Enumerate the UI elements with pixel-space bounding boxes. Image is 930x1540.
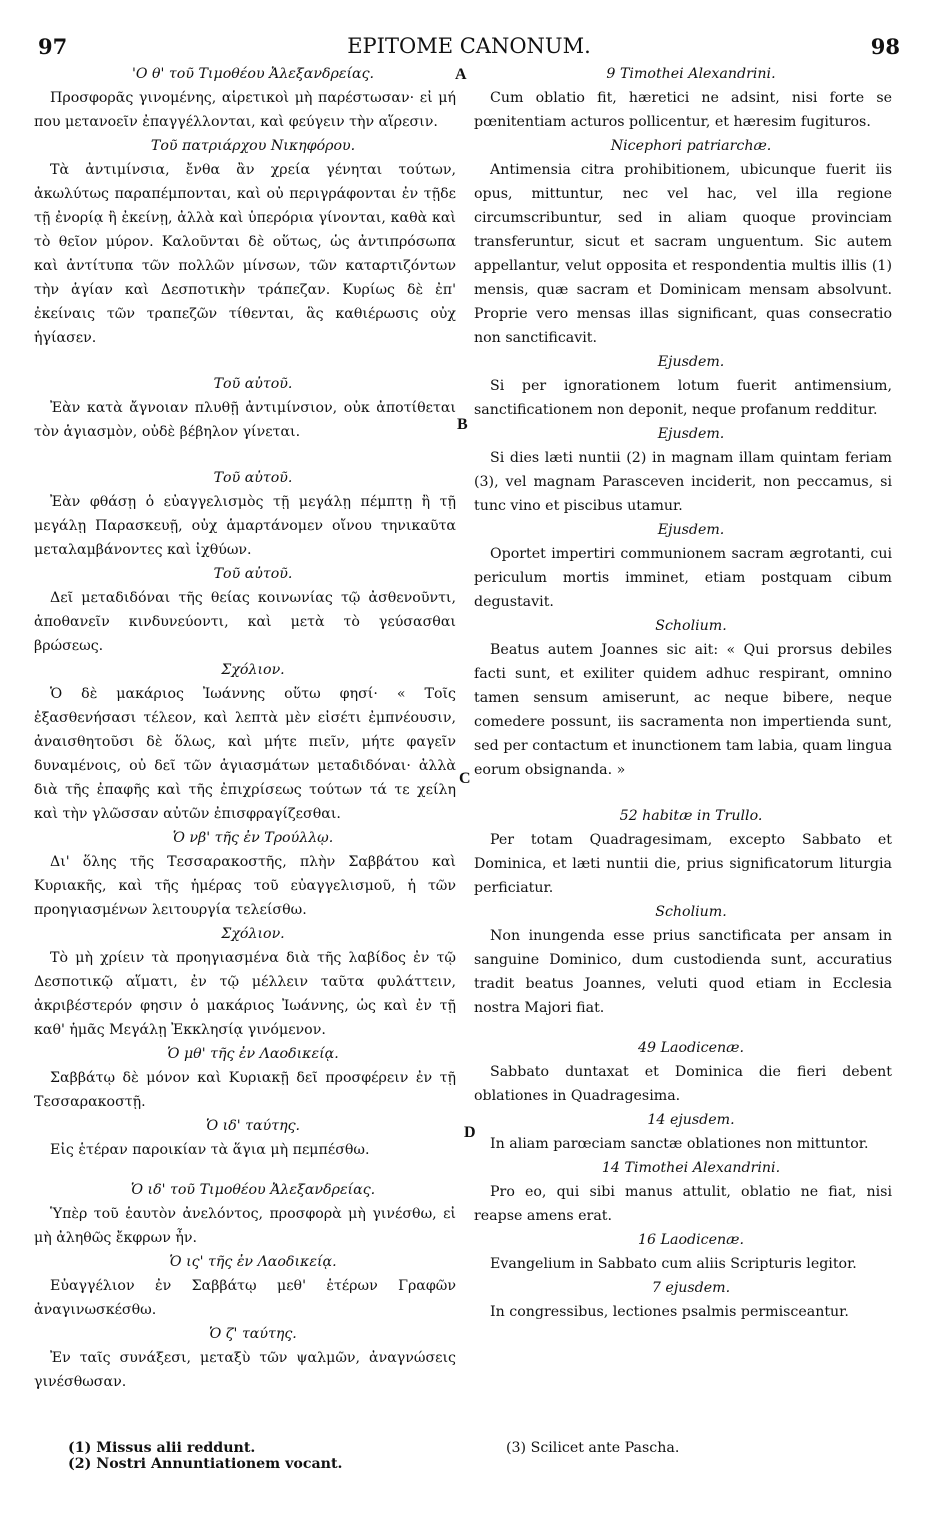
- section-heading: 14 ejusdem.: [647, 1112, 735, 1128]
- paragraph: Ἐὰν φθάσῃ ὁ εὐαγγελισμὸς τῇ μεγάλῃ πέμπτῃ ἢ τῇ μεγάλῃ Παρασκευῇ, οὐχ ἁμαρτάνομεν οἴνου τηνικαῦτα μεταλαμβάνοντες καὶ ἰχθύων.: [34, 494, 456, 558]
- margin-letter-d: D: [464, 1124, 476, 1141]
- section-heading: Ejusdem.: [657, 522, 725, 538]
- paragraph: Δεῖ μεταδιδόναι τῆς θείας κοινωνίας τῷ ἀσθενοῦντι, ἀποθανεῖν κινδυνεύοντι, καὶ μετὰ τὸ γεύσασθαι βρώσεως.: [34, 590, 456, 654]
- section-heading: Ejusdem.: [657, 426, 725, 442]
- running-header: [38, 34, 900, 60]
- paragraph: Δι' ὅλης τῆς Τεσσαρακοστῆς, πλὴν Σαββάτου καὶ Κυριακῆς, καὶ τῆς ἡμέρας τοῦ εὐαγγελισμοῦ, ἡ τῶν προηγιασμένων λειτουργία τελείσθω.: [34, 854, 456, 918]
- footnotes-right: [506, 1440, 679, 1456]
- section-heading: Ὁ μθ' τῆς ἐν Λαοδικείᾳ.: [167, 1046, 339, 1062]
- section-heading: Τοῦ αὐτοῦ.: [213, 376, 293, 392]
- section-heading: Ὁ ιδ' ταύτης.: [205, 1118, 301, 1134]
- paragraph: In congressibus, lectiones psalmis permisceantur.: [490, 1304, 849, 1320]
- paragraph: Antimensia citra prohibitionem, ubicunque fuerit iis opus, mittuntur, nec vel hac, vel illa regione circumscribuntur, sed in aliam quoque provinciam transferuntur, sicut et sacram unguentum. Sic autem appellantur, velut opposita et respondentia multis illis (1) mensis, quæ sacram et Dominicam mensam absolvunt. Proprie vero mensas illas significant, quas consecratio non sanctificavit.: [474, 162, 892, 346]
- section-heading: Nicephori patriarchæ.: [610, 138, 772, 154]
- paragraph: Εἰς ἑτέραν παροικίαν τὰ ἅγια μὴ πεμπέσθω.: [50, 1142, 370, 1158]
- paragraph: Ἐν ταῖς συνάξεσι, μεταξὺ τῶν ψαλμῶν, ἀναγνώσεις γινέσθωσαν.: [34, 1350, 456, 1390]
- page-number-right: 98: [870, 34, 900, 59]
- section-heading: 49 Laodicenæ.: [638, 1040, 744, 1056]
- margin-letter-c: C: [459, 770, 471, 787]
- paragraph: In aliam parœciam sanctæ oblationes non mittuntor.: [490, 1136, 869, 1152]
- paragraph: Ὑπὲρ τοῦ ἑαυτὸν ἀνελόντος, προσφορὰ μὴ γινέσθω, εἰ μὴ ἀληθῶς ἔκφρων ἦν.: [34, 1206, 456, 1246]
- latin-column: [474, 62, 892, 1324]
- paragraph: Pro eo, qui sibi manus attulit, oblatio ne fiat, nisi reapse amens erat.: [474, 1184, 892, 1224]
- section-heading: Ὁ ις' τῆς ἐν Λαοδικείᾳ.: [169, 1254, 337, 1270]
- section-heading: Τοῦ πατριάρχου Νικηφόρου.: [150, 138, 356, 154]
- paragraph: Εὐαγγέλιον ἐν Σαββάτῳ μεθ' ἑτέρων Γραφῶν ἀναγινωσκέσθω.: [34, 1278, 456, 1318]
- paragraph: Ὁ δὲ μακάριος Ἰωάννης οὕτω φησί· « Τοῖς ἐξασθενήσασι τέλεον, καὶ λεπτὰ μὲν εἰσέτι ἐμπνέουσιν, ἀναισθητοῦσι δὲ ὅλως, καὶ μήτε πιεῖν, μήτε φαγεῖν δυναμένοις, οὐ δεῖ τῶν ἁγιασμάτων μεταδιδόναι· ἀλλὰ διὰ τῆς ἐπαφῆς καὶ τῆς ἐπιχρίσεως τούτων τά τε χείλη καὶ τὴν γλῶσσαν αὐτῶν ἐπισφραγίζεσθαι.: [34, 686, 456, 822]
- paragraph: Non inungenda esse prius sanctificata per ansam in sanguine Dominico, dum custodienda sunt, accuratius tradit beatus Joannes, veluti quod etiam in Ecclesia nostra Majori fiat.: [474, 928, 892, 1016]
- footnotes-left: [68, 1440, 342, 1472]
- paragraph: Si dies læti nuntii (2) in magnam illam quintam feriam (3), vel magnam Parasceven inciderit, non peccamus, si tunc vino et piscibus utamur.: [474, 450, 892, 514]
- paragraph: Sabbato duntaxat et Dominica die fieri debent oblationes in Quadragesima.: [474, 1064, 892, 1104]
- section-heading: Ὁ νβ' τῆς ἐν Τρούλλῳ.: [172, 830, 334, 846]
- section-heading: 14 Timothei Alexandrini.: [601, 1160, 781, 1176]
- section-heading: Scholium.: [655, 618, 727, 634]
- section-heading: Ejusdem.: [657, 354, 725, 370]
- spacer: [34, 444, 456, 466]
- spacer: [34, 350, 456, 372]
- spacer: [34, 1162, 456, 1178]
- section-heading: Τοῦ αὐτοῦ.: [213, 566, 293, 582]
- paragraph: Per totam Quadragesimam, excepto Sabbato et Dominica, et læti nuntii die, prius significatorum liturgia perficiatur.: [474, 832, 892, 896]
- running-title: EPITOME CANONUM.: [347, 34, 591, 58]
- paragraph: Σαββάτῳ δὲ μόνον καὶ Κυριακῇ δεῖ προσφέρειν ἐν τῇ Τεσσαρακοστῇ.: [34, 1070, 456, 1110]
- section-heading: Σχόλιον.: [221, 662, 285, 678]
- section-heading: 7 ejusdem.: [651, 1280, 731, 1296]
- paragraph: Oportet impertiri communionem sacram ægrotanti, cui periculum mortis imminet, etiam postquam cibum degustavit.: [474, 546, 892, 610]
- section-heading: Ὁ ζ' ταύτης.: [209, 1326, 297, 1342]
- footnote-3: (3) Scilicet ante Pascha.: [506, 1440, 680, 1456]
- page-number-left: 97: [38, 34, 68, 59]
- margin-letter-a: A: [455, 66, 467, 83]
- section-heading: 9 Timothei Alexandrini.: [606, 66, 776, 82]
- paragraph: Evangelium in Sabbato cum aliis Scripturis legitor.: [490, 1256, 857, 1272]
- paragraph: Τὰ ἀντιμίνσια, ἔνθα ἂν χρεία γένηται τούτων, ἀκωλύτως παραπέμπονται, καὶ οὐ περιγράφονται ἐν τῇδε τῇ ἐνορίᾳ ἢ ἐκείνῃ, ἀλλὰ καὶ ὑπερόρια γίνονται, καθὰ καὶ τὸ θεῖον μύρον. Καλοῦνται δὲ οὕτως, ὡς ἀντιπρόσωπα καὶ ἀντίτυπα τῶν πολλῶν μίνσων, τῶν καταρτιζόντων τὴν ἁγίαν καὶ Δεσποτικὴν τράπεζαν. Κυρίως δὲ ἐπ' ἐκείναις τῶν τραπεζῶν τίθενται, ἃς καθιέρωσις οὐχ ἡγίασεν.: [34, 162, 456, 346]
- spacer: [474, 782, 892, 804]
- footnote-1: (1) Missus alii reddunt.: [68, 1440, 256, 1456]
- section-heading: 52 habitæ in Trullo.: [619, 808, 763, 824]
- paragraph: Ἐὰν κατὰ ἄγνοιαν πλυθῇ ἀντιμίνσιον, οὐκ ἀποτίθεται τὸν ἁγιασμὸν, οὐδὲ βέβηλον γίνεται.: [34, 400, 456, 440]
- section-heading: 'Ο θ' τοῦ Τιμοθέου Ἀλεξανδρείας.: [131, 66, 375, 82]
- paragraph: Si per ignorationem lotum fuerit antimensium, sanctificationem non deponit, neque profanum redditur.: [474, 378, 892, 418]
- spacer: [474, 1020, 892, 1036]
- greek-column: [34, 62, 456, 1394]
- paragraph: Τὸ μὴ χρίειν τὰ προηγιασμένα διὰ τῆς λαβίδος ἐν τῷ Δεσποτικῷ αἵματι, ἐν τῷ μέλλειν ταῦτα φυλάττειν, ἀκριβέστερόν φησιν ὁ μακάριος Ἰωάννης, ὡς καὶ ἐν τῇ καθ' ἡμᾶς Μεγάλῃ Ἐκκλησίᾳ γινόμενον.: [34, 950, 456, 1038]
- paragraph: Cum oblatio fit, hæretici ne adsint, nisi forte se pœnitentiam acturos pollicentur, et hæresim fugituros.: [474, 90, 892, 130]
- section-heading: Σχόλιον.: [221, 926, 285, 942]
- paragraph: Beatus autem Joannes sic ait: « Qui prorsus debiles facti sunt, et exiliter quidem adhuc respirant, omnino tamen sensum amiserunt, ac neque bibere, neque comedere possunt, iis sacramenta non impertienda sunt, sed per contactum et inunctionem tam labia, quam lingua eorum obsignanda. »: [474, 642, 892, 778]
- section-heading: Τοῦ αὐτοῦ.: [213, 470, 293, 486]
- paragraph: Προσφορᾶς γινομένης, αἱρετικοὶ μὴ παρέστωσαν· εἰ μή που μετανοεῖν ἐπαγγέλλονται, καὶ φεύγειν τὴν αἵρεσιν.: [34, 90, 456, 130]
- margin-letter-b: B: [457, 416, 468, 433]
- section-heading: Ὁ ιδ' τοῦ Τιμοθέου Ἀλεξανδρείας.: [130, 1182, 376, 1198]
- section-heading: Scholium.: [655, 904, 727, 920]
- section-heading: 16 Laodicenæ.: [638, 1232, 744, 1248]
- footnote-2: (2) Nostri Annuntiationem vocant.: [68, 1456, 343, 1472]
